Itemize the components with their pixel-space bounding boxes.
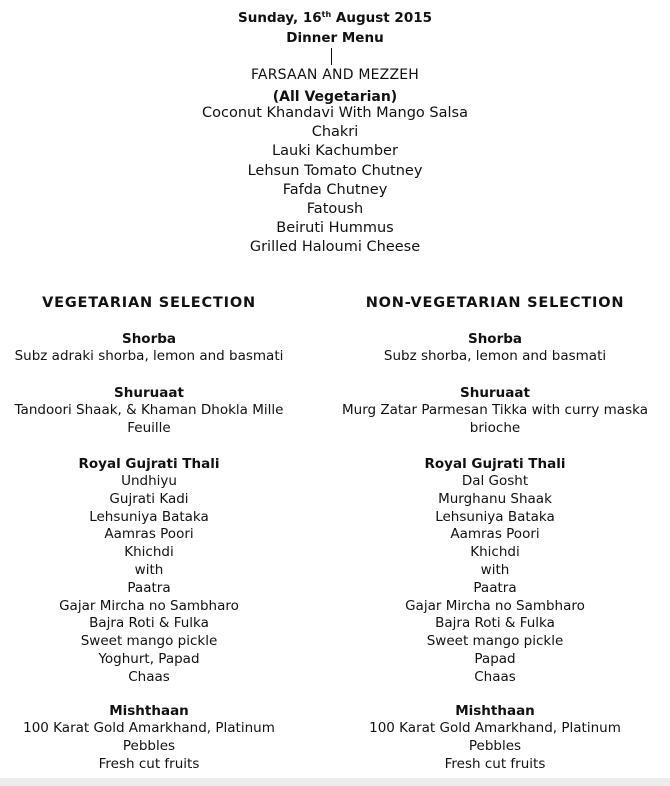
menu-title: Dinner Menu: [286, 30, 384, 46]
menu-item: with: [134, 561, 164, 578]
veg-shuruaat-section: [0, 384, 298, 438]
date-ordinal: th: [321, 10, 332, 19]
farsaan-item: Grilled Haloumi Cheese: [249, 239, 421, 256]
menu-item: 100 Karat Gold Amarkhand, Platinum: [369, 720, 621, 736]
section-title: Mishthaan: [455, 703, 535, 719]
section-title: Shuruaat: [114, 385, 184, 401]
menu-item: Chaas: [474, 668, 516, 685]
menu-item: Lehsuniya Bataka: [89, 508, 209, 525]
menu-item: Subz adraki shorba, lemon and basmati: [14, 348, 284, 364]
veg-thali-section: [0, 455, 298, 687]
menu-item: Bajra Roti & Fulka: [435, 615, 555, 632]
date-prefix: Sunday, 16: [238, 10, 322, 26]
farsaan-item: Beiruti Hummus: [276, 220, 394, 237]
farsaan-item: Fafda Chutney: [282, 181, 388, 198]
text-cursor: [331, 48, 332, 65]
farsaan-heading: FARSAAN AND MEZZEH: [250, 67, 420, 83]
menu-item: Bajra Roti & Fulka: [89, 615, 209, 632]
menu-item: Subz shorba, lemon and basmati: [383, 348, 607, 364]
menu-item: Undhiyu: [121, 473, 177, 489]
farsaan-list: [0, 104, 670, 258]
menu-item: Sweet mango pickle: [80, 633, 218, 650]
menu-item: Aamras Poori: [450, 526, 540, 543]
menu-item: Khichdi: [470, 544, 520, 561]
menu-item: Paatra: [473, 579, 517, 596]
menu-item: Dal Gosht: [461, 473, 529, 489]
farsaan-item: Coconut Khandavi With Mango Salsa: [202, 105, 468, 121]
menu-item: Gujrati Kadi: [109, 490, 189, 507]
menu-item: Murghanu Shaak: [438, 490, 552, 507]
menu-item: Papad: [474, 650, 516, 667]
menu-item: Feuille: [127, 419, 171, 436]
menu-item: brioche: [469, 419, 521, 436]
section-title: Mishthaan: [109, 703, 189, 719]
section-title: Royal Gujrati Thali: [424, 456, 566, 472]
menu-item: Gajar Mircha no Sambharo: [405, 597, 585, 614]
section-title: Shorba: [121, 331, 177, 347]
menu-item: Yoghurt, Papad: [98, 650, 200, 667]
section-title: Royal Gujrati Thali: [78, 456, 220, 472]
non-vegetarian-heading: NON-VEGETARIAN SELECTION: [365, 295, 625, 311]
farsaan-item: Fatoush: [306, 201, 364, 218]
menu-item: Murg Zatar Parmesan Tikka with curry maska: [342, 402, 648, 418]
veg-mishthaan-section: [0, 702, 298, 773]
menu-item: Khichdi: [124, 544, 174, 561]
menu-item: Fresh cut fruits: [444, 755, 546, 772]
menu-date: [0, 9, 670, 27]
menu-item: Fresh cut fruits: [98, 755, 200, 772]
vegetarian-heading: VEGETARIAN SELECTION: [42, 295, 256, 311]
nonveg-thali-section: [330, 455, 660, 687]
menu-item: Aamras Poori: [104, 526, 194, 543]
menu-item: Paatra: [127, 579, 171, 596]
menu-item: 100 Karat Gold Amarkhand, Platinum: [23, 720, 275, 736]
veg-shorba-section: [0, 330, 298, 366]
farsaan-subheading: (All Vegetarian): [272, 89, 398, 105]
menu-item: Tandoori Shaak, & Khaman Dhokla Mille: [14, 402, 284, 418]
menu-item: Chaas: [128, 668, 170, 685]
section-title: Shuruaat: [460, 385, 530, 401]
menu-item: Pebbles: [468, 737, 522, 754]
farsaan-item: Lauki Kachumber: [272, 143, 398, 160]
nonveg-mishthaan-section: [330, 702, 660, 773]
farsaan-item: Chakri: [311, 124, 359, 141]
farsaan-item: Lehsun Tomato Chutney: [247, 162, 423, 179]
menu-item: Sweet mango pickle: [426, 633, 564, 650]
menu-item: Gajar Mircha no Sambharo: [59, 597, 239, 614]
menu-item: with: [480, 561, 510, 578]
nonveg-shorba-section: [330, 330, 660, 366]
date-suffix: August 2015: [331, 10, 432, 26]
nonveg-shuruaat-section: [330, 384, 660, 438]
menu-item: Lehsuniya Bataka: [435, 508, 555, 525]
menu-item: Pebbles: [122, 737, 176, 754]
bottom-scroll-edge: [0, 778, 670, 786]
section-title: Shorba: [467, 331, 523, 347]
